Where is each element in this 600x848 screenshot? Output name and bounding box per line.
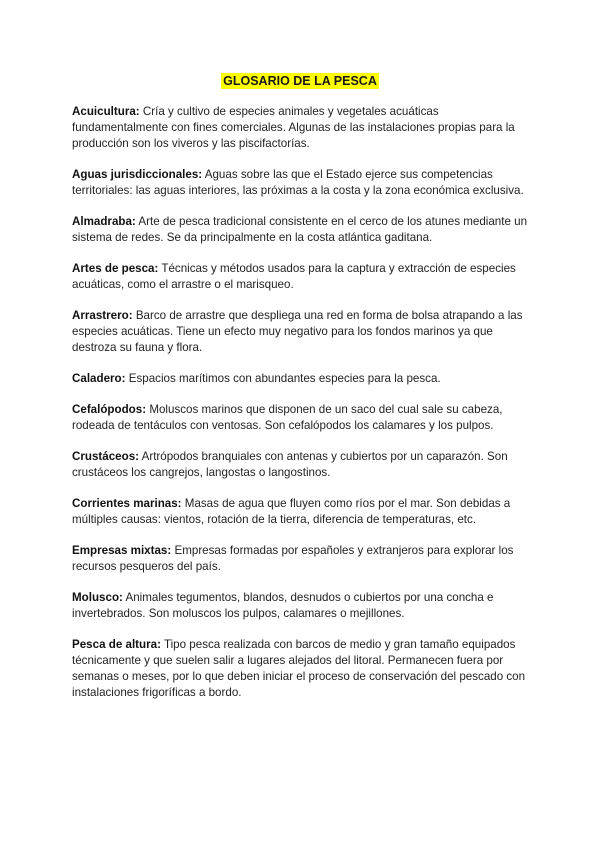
glossary-term: Artes de pesca: [72,262,159,275]
glossary-term: Aguas jurisdiccionales: [72,168,203,181]
glossary-list [72,104,532,716]
glossary-definition: Artrópodos branquiales con antenas y cubiertos por un caparazón. Son crustáceos los cangrejos, langostas o langostinos. [72,450,508,479]
glossary-entry-molusco [72,590,532,622]
glossary-entry-aguas-jurisdiccionales [72,167,532,199]
glossary-entry-corrientes-marinas [72,496,532,528]
glossary-definition: Espacios marítimos con abundantes especies para la pesca. [128,372,441,385]
glossary-entry-empresas-mixtas [72,543,532,575]
glossary-definition: Arte de pesca tradicional consistente en el cerco de los atunes mediante un sistema de redes. Se da principalmente en la costa atlántica gaditana. [72,215,528,244]
glossary-term: Almadraba: [72,215,136,228]
glossary-term: Arrastrero: [72,309,133,322]
glossary-term: Corrientes marinas: [72,497,182,510]
glossary-term: Pesca de altura: [72,638,161,651]
glossary-entry-acuicultura [72,104,532,152]
glossary-term: Caladero: [72,372,126,385]
glossary-definition: Técnicas y métodos usados para la captura y extracción de especies acuáticas, como el arrastre o el marisqueo. [72,262,516,291]
glossary-definition: Aguas sobre las que el Estado ejerce sus competencias territoriales: las aguas interiores, las próximas a la costa y la zona económica exclusiva. [72,168,524,197]
glossary-definition: Cría y cultivo de especies animales y vegetales acuáticas fundamentalmente con fines comerciales. Algunas de las instalaciones propias para la producción son los viveros y las piscifactorías. [72,105,515,150]
glossary-entry-arrastrero [72,308,532,356]
glossary-definition: Masas de agua que fluyen como ríos por el mar. Son debidas a múltiples causas: vientos, rotación de la tierra, diferencia de temperaturas, etc. [72,497,511,526]
glossary-entry-crustaceos [72,449,532,481]
glossary-entry-artes-de-pesca [72,261,532,293]
title-container [0,72,600,90]
glossary-term: Acuicultura: [72,105,140,118]
document-title: GLOSARIO DE LA PESCA [223,74,377,88]
glossary-term: Empresas mixtas: [72,544,172,557]
glossary-term: Crustáceos: [72,450,140,463]
glossary-entry-caladero [72,371,532,387]
glossary-entry-cefalopodos [72,402,532,434]
glossary-term: Molusco: [72,591,123,604]
glossary-definition: Animales tegumentos, blandos, desnudos o cubiertos por una concha e invertebrados. Son moluscos los pulpos, calamares o mejillones. [72,591,494,620]
glossary-entry-pesca-de-altura [72,637,532,701]
glossary-entry-almadraba [72,214,532,246]
glossary-definition: Empresas formadas por españoles y extranjeros para explorar los recursos pesqueros del país. [72,544,514,573]
glossary-definition: Moluscos marinos que disponen de un saco del cual sale su cabeza, rodeada de tentáculos con ventosas. Son cefalópodos los calamares y los pulpos. [72,403,503,432]
glossary-term: Cefalópodos: [72,403,147,416]
glossary-definition: Barco de arrastre que despliega una red en forma de bolsa atrapando a las especies acuáticas. Tiene un efecto muy negativo para los fondos marinos ya que destroza su fauna y flora. [72,309,523,354]
glossary-definition: Tipo pesca realizada con barcos de medio y gran tamaño equipados técnicamente y que suelen salir a lugares alejados del litoral. Permanecen fuera por semanas o meses, por lo que deben iniciar el proceso de conservación del pescado con instalaciones frigoríficas a bordo. [72,638,526,699]
